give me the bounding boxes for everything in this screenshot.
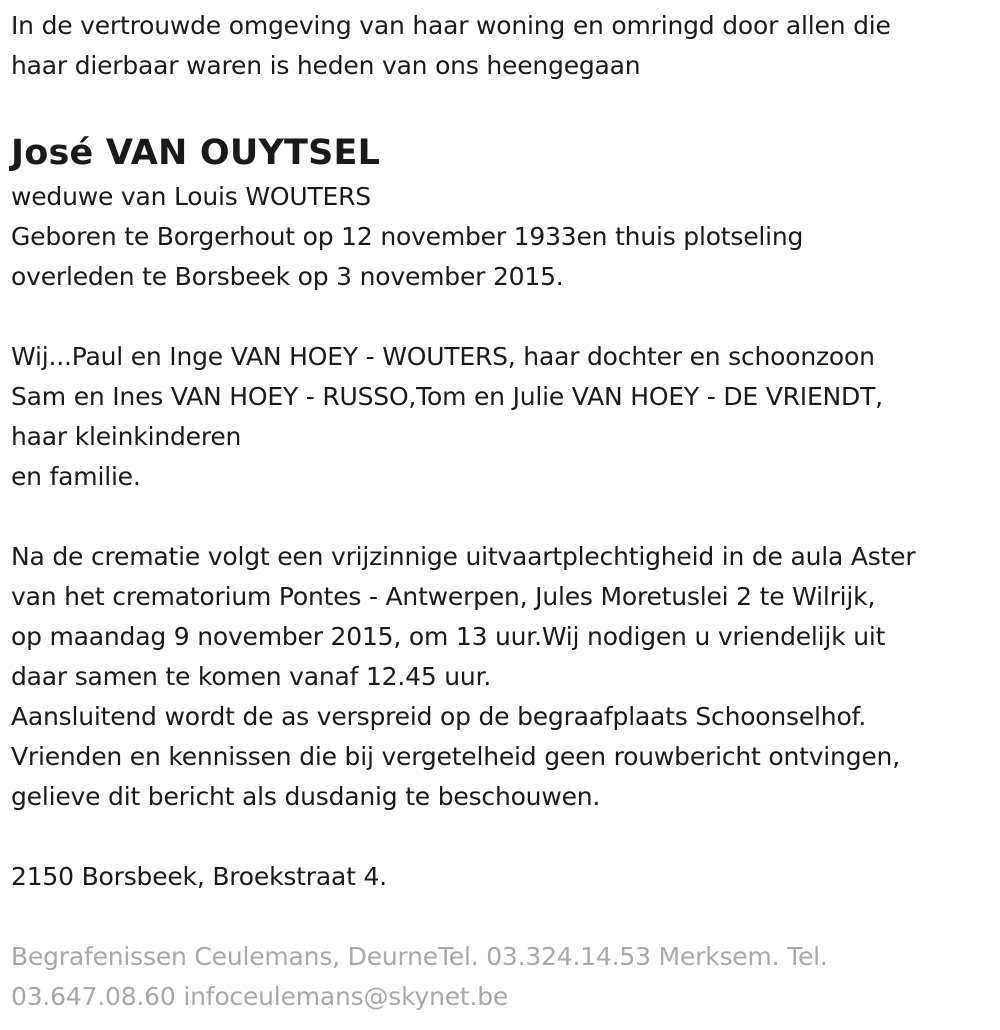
spacer (11, 897, 996, 937)
family-line-2: Sam en Ines VAN HOEY - RUSSO,Tom en Julie VAN HOEY - DE VRIENDT, (11, 382, 883, 411)
intro-line-1: In de vertrouwde omgeving van haar woning en omringd door allen die (11, 11, 891, 40)
ceremony-line-1: Na de crematie volgt een vrijzinnige uitvaartplechtigheid in de aula Aster (11, 542, 916, 571)
spacer (11, 297, 996, 337)
intro-line-2: haar dierbaar waren is heden van ons heengegaan (11, 51, 641, 80)
family-line-1: Wij...Paul en Inge VAN HOEY - WOUTERS, haar dochter en schoonzoon (11, 342, 875, 371)
ceremony-line-2: van het crematorium Pontes - Antwerpen, Jules Moretuslei 2 te Wilrijk, (11, 582, 876, 611)
deceased-name: José VAN OUYTSEL (11, 133, 381, 173)
ceremony-line-4: daar samen te komen vanaf 12.45 uur. (11, 662, 492, 691)
spouse-line: weduwe van Louis WOUTERS (11, 182, 371, 211)
family-line-3: haar kleinkinderen (11, 422, 242, 451)
funeral-home-line-2: 03.647.08.60 infoceulemans@skynet.be (11, 982, 509, 1011)
spacer (11, 497, 996, 537)
birth-line-1: Geboren te Borgerhout op 12 november 1933en thuis plotseling (11, 222, 804, 251)
ceremony-line-6: Vrienden en kennissen die bij vergetelheid geen rouwbericht ontvingen, (11, 742, 900, 771)
funeral-home-line-1: Begrafenissen Ceulemans, DeurneTel. 03.324.14.53 Merksem. Tel. (11, 942, 828, 971)
address-line: 2150 Borsbeek, Broekstraat 4. (11, 862, 387, 891)
spacer (11, 817, 996, 857)
birth-line-2: overleden te Borsbeek op 3 november 2015. (11, 262, 564, 291)
ceremony-line-7: gelieve dit bericht als dusdanig te beschouwen. (11, 782, 601, 811)
family-line-4: en familie. (11, 462, 141, 491)
ceremony-line-5: Aansluitend wordt de as verspreid op de begraafplaats Schoonselhof. (11, 702, 867, 731)
obituary-document (11, 6, 996, 1017)
ceremony-line-3: op maandag 9 november 2015, om 13 uur.Wij nodigen u vriendelijk uit (11, 622, 886, 651)
